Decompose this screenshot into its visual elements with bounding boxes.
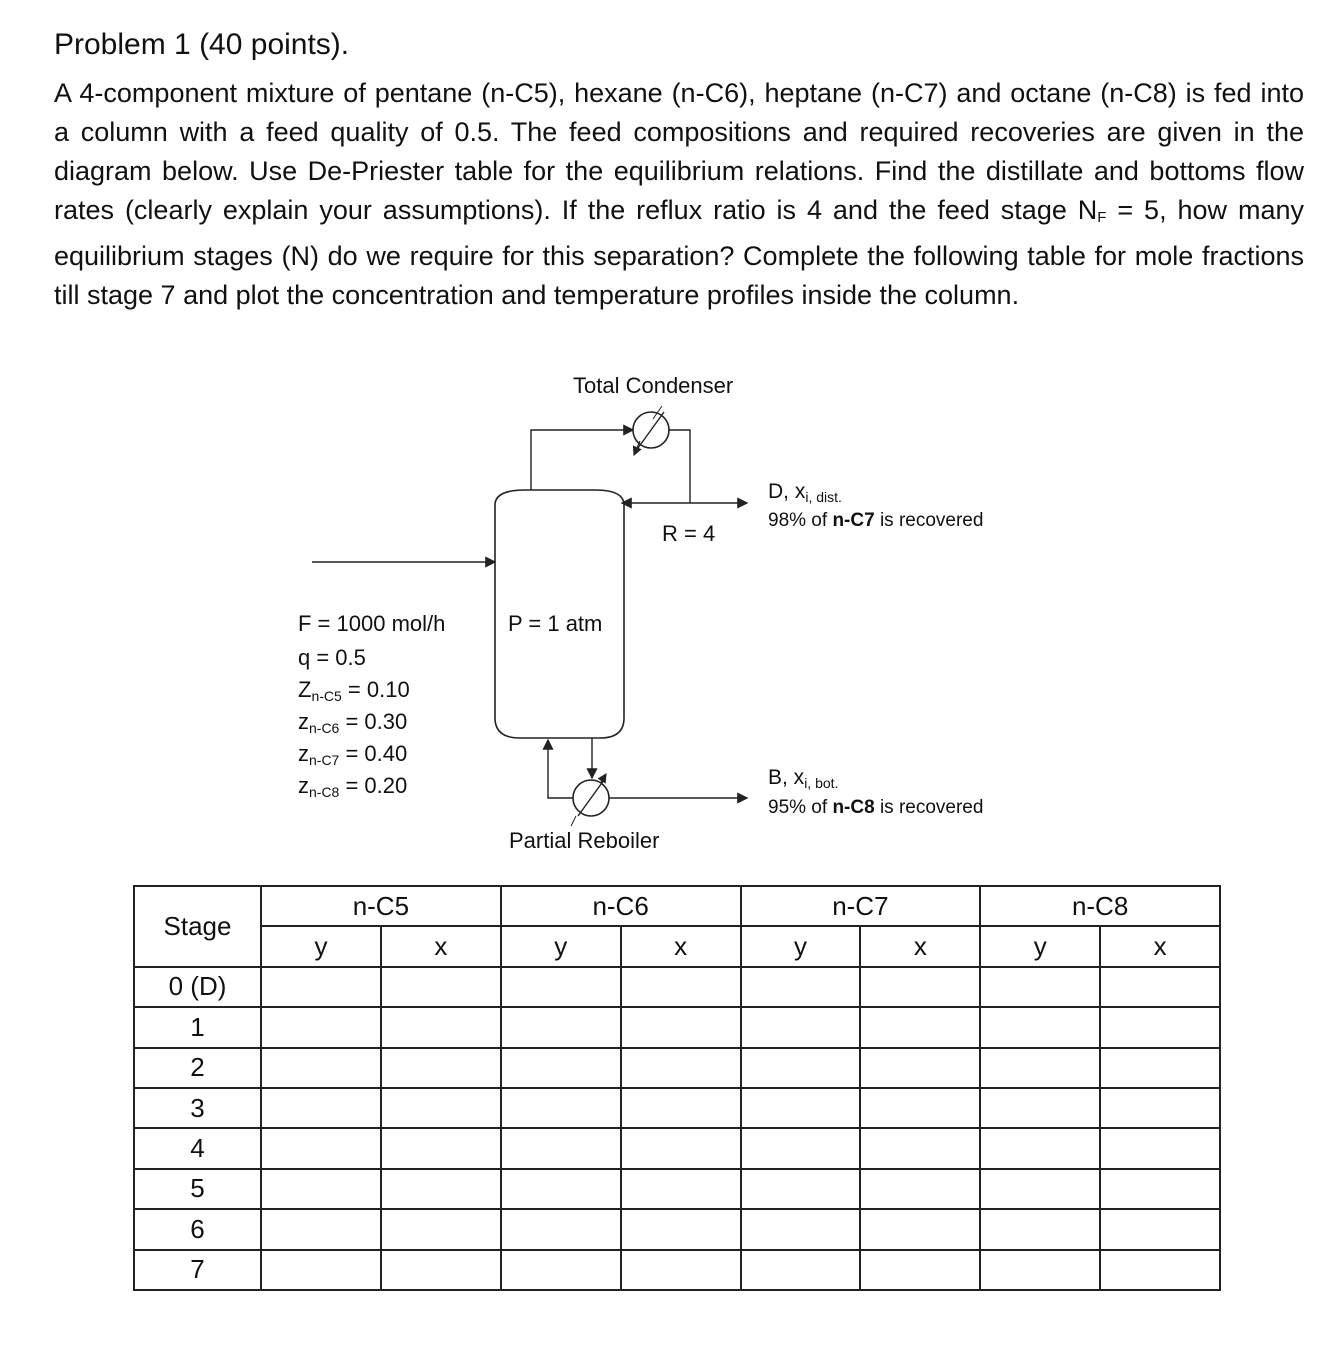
empty-cell[interactable] [860, 1209, 980, 1249]
empty-cell[interactable] [621, 1169, 741, 1209]
feed-comp-c8 [298, 773, 407, 800]
table-row [134, 1088, 1220, 1128]
distillate-rec-post: is recovered [874, 510, 984, 531]
empty-cell[interactable] [980, 1169, 1100, 1209]
z-symbol: z [298, 709, 309, 734]
empty-cell[interactable] [261, 1128, 381, 1168]
empty-cell[interactable] [860, 1007, 980, 1047]
x-header: x [621, 926, 741, 966]
empty-cell[interactable] [501, 1128, 621, 1168]
distillate-rec-pre: 98% of [768, 510, 833, 531]
distillate-recovery [768, 510, 983, 532]
empty-cell[interactable] [741, 1250, 861, 1290]
stage-cell: 2 [134, 1048, 261, 1088]
table-row [134, 967, 1220, 1007]
stage-cell: 3 [134, 1088, 261, 1128]
y-header: y [741, 926, 861, 966]
empty-cell[interactable] [621, 1128, 741, 1168]
empty-cell[interactable] [381, 1209, 501, 1249]
empty-cell[interactable] [860, 1128, 980, 1168]
y-header: y [501, 926, 621, 966]
distillate-head-sub: i, dist. [805, 489, 842, 505]
empty-cell[interactable] [980, 967, 1100, 1007]
statement-part-1: A 4-component mixture of pentane (n-C5), hexane (n-C6), heptane (n-C7) and octane (n-C8) is fed into a column with a feed quality of 0.5. The feed compositions and required recoveries are given in the diagram below. Use De-Priester table for the equilibrium relations. Find the distillate and bottoms flow rates (clearly explain your assumptions). If the reflux ratio is 4 and the feed stage N [54, 78, 1304, 225]
empty-cell[interactable] [741, 1088, 861, 1128]
empty-cell[interactable] [381, 1250, 501, 1290]
feed-quality-label: q = 0.5 [298, 645, 366, 670]
z-symbol: z [298, 741, 309, 766]
overhead-vapor-line [531, 430, 633, 490]
empty-cell[interactable] [261, 1088, 381, 1128]
bottoms-rec-post: is recovered [874, 797, 984, 818]
empty-cell[interactable] [501, 1169, 621, 1209]
component-header: n-C6 [501, 886, 741, 926]
table-row [134, 1250, 1220, 1290]
empty-cell[interactable] [1100, 1169, 1220, 1209]
feed-comp-c5 [298, 677, 410, 704]
stage-cell: 6 [134, 1209, 261, 1249]
boilup-line [548, 740, 573, 798]
x-header: x [1100, 926, 1220, 966]
empty-cell[interactable] [860, 1250, 980, 1290]
stage-cell: 1 [134, 1007, 261, 1047]
empty-cell[interactable] [860, 967, 980, 1007]
empty-cell[interactable] [741, 1169, 861, 1209]
empty-cell[interactable] [741, 1007, 861, 1047]
empty-cell[interactable] [741, 967, 861, 1007]
empty-cell[interactable] [261, 1007, 381, 1047]
empty-cell[interactable] [980, 1250, 1100, 1290]
empty-cell[interactable] [860, 1048, 980, 1088]
feed-comp-c7 [298, 741, 407, 768]
table-row [134, 1007, 1220, 1047]
feed-flow-label: F = 1000 mol/h [298, 611, 446, 636]
empty-cell[interactable] [381, 967, 501, 1007]
phase-header-row [134, 926, 1220, 966]
feed-stage-subscript: F [1097, 209, 1107, 226]
empty-cell[interactable] [381, 1128, 501, 1168]
empty-cell[interactable] [381, 1048, 501, 1088]
empty-cell[interactable] [1100, 1048, 1220, 1088]
empty-cell[interactable] [381, 1169, 501, 1209]
empty-cell[interactable] [621, 1088, 741, 1128]
empty-cell[interactable] [261, 1250, 381, 1290]
comp-val: = 0.30 [339, 709, 408, 734]
table-row [134, 1169, 1220, 1209]
empty-cell[interactable] [261, 1209, 381, 1249]
bottoms-heading [768, 766, 838, 791]
distillate-rec-bold: n-C7 [832, 510, 875, 531]
comp-val: = 0.20 [339, 773, 408, 798]
empty-cell[interactable] [860, 1169, 980, 1209]
problem-title: Problem 1 (40 points). [54, 28, 350, 61]
empty-cell[interactable] [501, 1088, 621, 1128]
comp-sub: n-C6 [309, 720, 340, 736]
condensate-line [669, 430, 690, 503]
x-header: x [381, 926, 501, 966]
composition-table [133, 885, 1221, 1291]
component-header: n-C5 [261, 886, 501, 926]
component-header-row [134, 886, 1220, 926]
bottoms-rec-bold: n-C8 [832, 797, 875, 818]
empty-cell[interactable] [980, 1128, 1100, 1168]
empty-cell[interactable] [1100, 967, 1220, 1007]
empty-cell[interactable] [501, 1209, 621, 1249]
empty-cell[interactable] [381, 1007, 501, 1047]
empty-cell[interactable] [501, 1007, 621, 1047]
empty-cell[interactable] [860, 1088, 980, 1128]
empty-cell[interactable] [1100, 1209, 1220, 1249]
z-symbol: Z [298, 677, 312, 702]
comp-sub: n-C7 [309, 752, 340, 768]
stage-cell: 4 [134, 1128, 261, 1168]
empty-cell[interactable] [1100, 1088, 1220, 1128]
empty-cell[interactable] [621, 1048, 741, 1088]
empty-cell[interactable] [980, 1048, 1100, 1088]
stage-cell: 7 [134, 1250, 261, 1290]
empty-cell[interactable] [261, 1169, 381, 1209]
empty-cell[interactable] [381, 1088, 501, 1128]
comp-sub: n-C5 [311, 688, 342, 704]
stage-header: Stage [134, 886, 261, 967]
table-row [134, 1128, 1220, 1168]
empty-cell[interactable] [501, 1250, 621, 1290]
reflux-ratio-label: R = 4 [662, 521, 716, 546]
feed-comp-c6 [298, 709, 407, 736]
reboiler-label: Partial Reboiler [509, 828, 660, 853]
empty-cell[interactable] [980, 1007, 1100, 1047]
bottoms-head-sub: i, bot. [804, 775, 839, 791]
empty-cell[interactable] [1100, 1128, 1220, 1168]
x-header: x [860, 926, 980, 966]
empty-cell[interactable] [741, 1128, 861, 1168]
y-header: y [980, 926, 1100, 966]
empty-cell[interactable] [501, 967, 621, 1007]
empty-cell[interactable] [741, 1048, 861, 1088]
comp-sub: n-C8 [309, 784, 340, 800]
empty-cell[interactable] [261, 967, 381, 1007]
empty-cell[interactable] [621, 1007, 741, 1047]
comp-val: = 0.40 [339, 741, 408, 766]
empty-cell[interactable] [621, 1250, 741, 1290]
y-header: y [261, 926, 381, 966]
table-row [134, 1048, 1220, 1088]
bottoms-rec-pre: 95% of [768, 797, 833, 818]
bottoms-head-main: B, x [768, 766, 805, 789]
empty-cell[interactable] [980, 1209, 1100, 1249]
empty-cell[interactable] [621, 1209, 741, 1249]
distillate-heading [768, 480, 842, 505]
problem-statement [54, 74, 1304, 315]
empty-cell[interactable] [980, 1088, 1100, 1128]
component-header: n-C8 [980, 886, 1220, 926]
empty-cell[interactable] [621, 967, 741, 1007]
stage-cell: 0 (D) [134, 967, 261, 1007]
empty-cell[interactable] [501, 1048, 621, 1088]
empty-cell[interactable] [1100, 1007, 1220, 1047]
stage-cell: 5 [134, 1169, 261, 1209]
empty-cell[interactable] [261, 1048, 381, 1088]
component-header: n-C7 [741, 886, 981, 926]
condenser-label: Total Condenser [573, 373, 734, 398]
bottoms-recovery [768, 797, 983, 819]
condenser-symbol [633, 412, 669, 448]
table-row [134, 1209, 1220, 1249]
pressure-label: P = 1 atm [508, 611, 603, 636]
statement-part-2: = 5, how many equilibrium stages (N) do we require for this separation? Complete the following table for mole fractions till stage 7 and plot the concentration and temperature profiles inside the column. [54, 195, 1304, 310]
comp-val: = 0.10 [341, 677, 410, 702]
reboiler-symbol [573, 780, 609, 816]
empty-cell[interactable] [1100, 1250, 1220, 1290]
z-symbol: z [298, 773, 309, 798]
empty-cell[interactable] [741, 1209, 861, 1249]
distillate-head-main: D, x [768, 480, 806, 503]
